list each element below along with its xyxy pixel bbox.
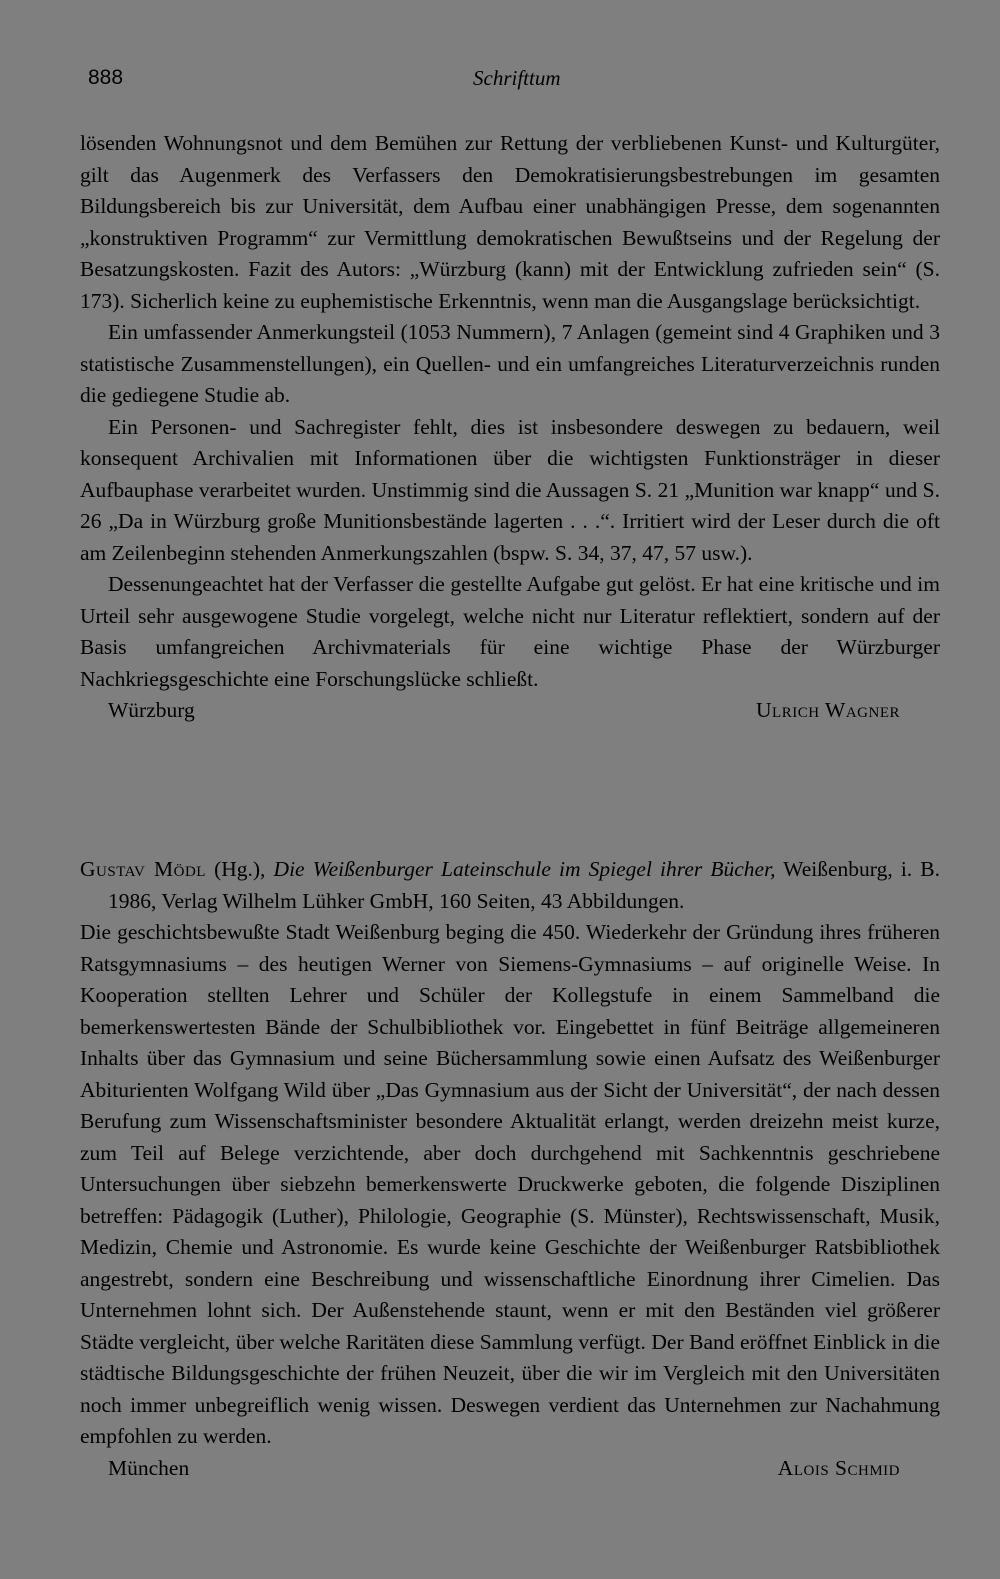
signature-place: München	[108, 1455, 190, 1480]
review-paragraph: lösenden Wohnungsnot und dem Bemühen zur Rettung der verbliebenen Kunst- und Kulturgüter, gilt das Augenmerk des Verfassers den Demokratisierungsbestrebungen im gesamten Bildungsbereich bis zur Universität, dem Aufbau einer unabhängigen Presse, dem sogenannten „konstruktiven Programm“ zur Vermittlung demokratischen Bewußtseins und der Regelung der Besatzungskosten. Fazit des Autors: „Würzburg (kann) mit der Entwicklung zufrieden sein“ (S. 173). Sicherlich keine zu euphemistische Erkenntnis, wenn man die Ausgangslage berücksichtigt.	[80, 131, 940, 313]
citation-details: Weißenburg, i. B. 1986, Verlag Wilhelm Lühker GmbH, 160 Seiten, 43 Abbildungen.	[108, 857, 941, 913]
review-moedl	[80, 854, 940, 1484]
review-paragraph: Ein umfassender Anmerkungsteil (1053 Nummern), 7 Anlagen (gemeint sind 4 Graphiken und 3 statistische Zusammenstellungen), ein Quellen- und ein umfangreiches Literaturverzeichnis runden die gediegene Studie ab.	[80, 320, 940, 407]
citation-editor: Gustav Mödl	[80, 857, 206, 881]
review-continued	[80, 128, 940, 727]
book-citation	[80, 854, 940, 917]
citation-editor-suffix: (Hg.),	[205, 857, 274, 881]
page-number: 888	[88, 66, 124, 89]
signature-place: Würzburg	[108, 698, 195, 722]
review-paragraph: Ein Personen- und Sachregister fehlt, dies ist insbesondere deswegen zu bedauern, weil konsequent Archivalien mit Informationen über die wichtigsten Funktionsträger in dieser Aufbauphase verarbeitet wurden. Unstimmig sind die Aussagen S. 21 „Munition war knapp“ und S. 26 „Da in Würzburg große Munitionsbestände lagerten . . .“. Irritiert wird der Leser durch die oft am Zeilenbeginn stehenden Anmerkungszahlen (bspw. S. 34, 37, 47, 57 usw.).	[80, 414, 940, 565]
review-paragraph: Die geschichtsbewußte Stadt Weißenburg beging die 450. Wiederkehr der Gründung ihres früheren Ratsgymnasiums – des heutigen Werner von Siemens-Gymnasiums – auf originelle Weise. In Kooperation stellten Lehrer und Schüler der Kollegstufe in einem Sammelband die bemerkenswertesten Bände der Schulbibliothek vor. Eingebettet in fünf Beiträge allgemeineren Inhalts über das Gymnasium und seine Büchersammlung sowie einen Aufsatz des Weißenburger Abiturienten Wolfgang Wild über „Das Gymnasium aus der Sicht der Universität“, der nach dessen Berufung zum Wissenschaftsminister besondere Aktualität erlangt, werden dreizehn meist kurze, zum Teil auf Belege verzichtende, aber doch durchgehend mit Sachkenntnis geschriebene Untersuchungen über siebzehn bemerkenswerte Druckwerke geboten, die folgende Disziplinen betreffen: Pädagogik (Luther), Philologie, Geographie (S. Münster), Rechtswissenschaft, Musik, Medizin, Chemie und Astronomie. Es wurde keine Geschichte der Weißenburger Ratsbibliothek angestrebt, sondern eine Beschreibung und wissenschaftliche Einordnung ihrer Cimelien. Das Unternehmen lohnt sich. Der Außenstehende staunt, wenn er mit den Beständen viel größerer Städte vergleicht, über welche Raritäten diese Sammlung verfügt. Der Band eröffnet Einblick in die städtische Bildungsgeschichte der frühen Neuzeit, über die wir im Vergleich mit den Universitäten noch immer unbegreiflich wenig wissen. Deswegen verdient das Unternehmen zur Nachahmung empfohlen zu werden.	[80, 920, 940, 1448]
review-signature	[80, 695, 940, 727]
signature-author: Ulrich Wagner	[756, 698, 900, 722]
review-signature	[80, 1453, 940, 1485]
running-head: Schrifttum	[473, 66, 561, 90]
signature-author: Alois Schmid	[777, 1455, 900, 1480]
citation-title: Die Weißenburger Lateinschule im Spiegel ihrer Bücher,	[273, 857, 776, 881]
page-header	[88, 66, 948, 96]
review-paragraph: Dessenungeachtet hat der Verfasser die gestellte Aufgabe gut gelöst. Er hat eine kritische und im Urteil sehr ausgewogene Studie vorgelegt, welche nicht nur Literatur reflektiert, sondern auf der Basis umfangreichen Archivmaterials für eine wichtige Phase der Würzburger Nachkriegsgeschichte eine Forschungslücke schließt.	[80, 572, 940, 691]
